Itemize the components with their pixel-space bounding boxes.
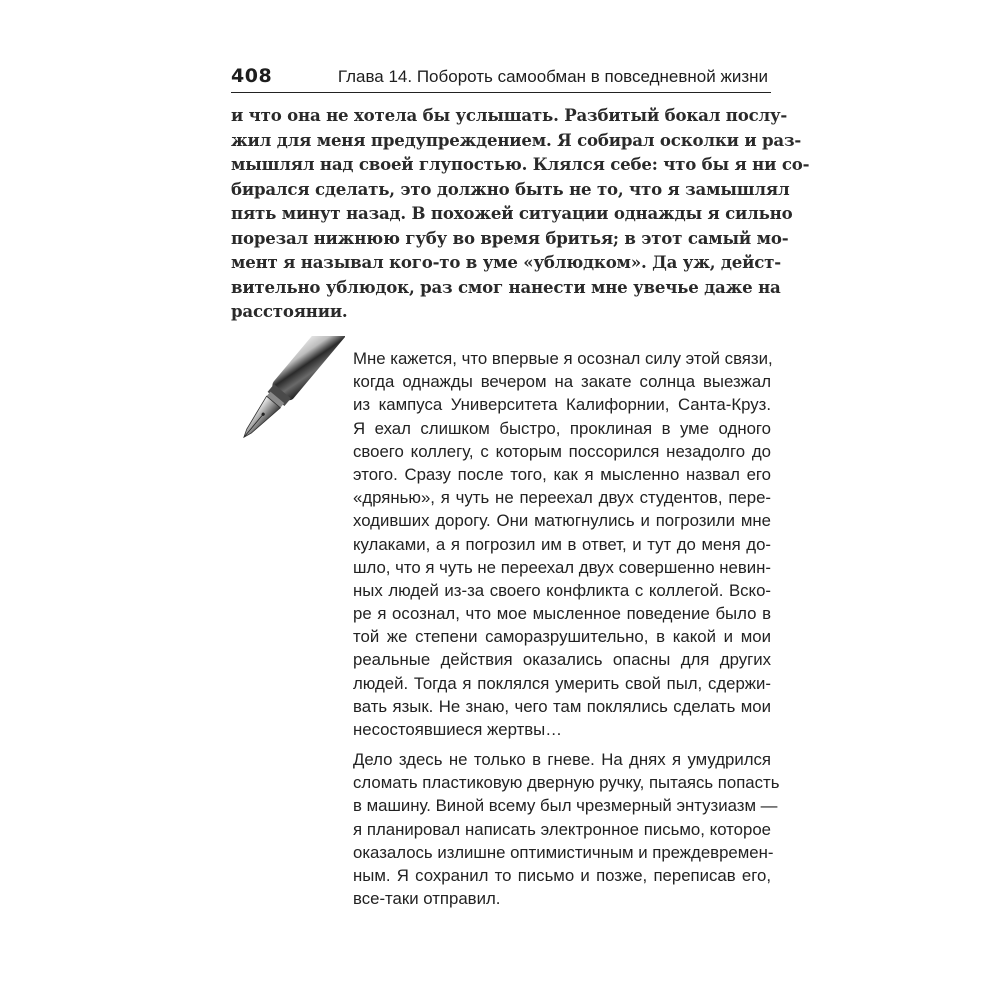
text-line: вительно ублюдок, раз смог нанести мне увечье даже на: [231, 276, 781, 297]
text-line: несостоявшиеся жертвы…: [353, 720, 563, 739]
text-line: ным. Я сохранил то письмо и позже, переписав его,: [353, 865, 771, 885]
text-line: из кампуса Университета Калифорнии, Санта-Круз.: [353, 395, 771, 415]
text-line: когда однажды вечером на закате солнца выезжал: [353, 372, 771, 392]
fountain-pen-icon: [225, 336, 345, 466]
text-line: «дрянью», я чуть не переехал двух студентов, пере-: [353, 488, 771, 508]
header-rule: [231, 92, 771, 93]
text-line: ных людей из-за своего конфликта с коллегой. Вско-: [353, 580, 771, 600]
text-line: все-таки отправил.: [353, 889, 501, 909]
text-line: я планировал написать электронное письмо, которое: [353, 819, 771, 839]
text-line: ре я осознал, что мое мысленное поведение было в: [353, 604, 771, 624]
text-line: пять минут назад. В похожей ситуации однажды я сильно: [231, 203, 793, 223]
aside-paragraph: [353, 347, 771, 741]
text-line: расстоянии.: [231, 301, 348, 321]
text-line: порезал нижнюю губу во время бритья; в этот самый мо-: [231, 227, 789, 248]
text-line: мышлял над своей глупостью. Клялся себе: что бы я ни со-: [231, 154, 810, 174]
text-line: людей. Тогда я поклялся умерить свой пыл, сдержи-: [353, 673, 771, 693]
text-line: вать язык. Не знаю, чего там поклялись сделать мои: [353, 696, 771, 716]
text-line: жил для меня предупреждением. Я собирал осколки и раз-: [231, 129, 802, 150]
text-line: кулаками, а я погрозил им в ответ, и тут до меня до-: [353, 534, 771, 554]
text-line: Дело здесь не только в гневе. На днях я умудрился: [353, 750, 771, 769]
main-paragraph: [231, 103, 810, 324]
page-number: 408: [231, 65, 273, 87]
text-line: и что она не хотела бы услышать. Разбитый бокал послу-: [231, 105, 788, 125]
text-line: Я ехал слишком быстро, проклиная в уме одного: [353, 418, 771, 438]
text-line: Мне кажется, что впервые я осознал силу этой связи,: [353, 349, 773, 368]
text-line: ходивших дорогу. Они матюгнулись и погрозили мне: [353, 511, 771, 531]
text-line: бирался сделать, это должно быть не то, что я замышлял: [231, 178, 790, 199]
text-line: сломать пластиковую дверную ручку, пытаясь попасть: [353, 773, 780, 793]
text-line: оказалось излишне оптимистичным и преждевремен-: [353, 842, 774, 862]
text-line: своего коллегу, с которым поссорился незадолго до: [353, 441, 771, 461]
text-line: мент я называл кого-то в уме «ублюдком». Да уж, дейст-: [231, 252, 781, 272]
text-line: этого. Сразу после того, как я мысленно назвал его: [353, 464, 771, 484]
text-line: шло, что я чуть не переехал двух совершенно невин-: [353, 557, 771, 577]
aside-paragraph: [353, 748, 780, 910]
running-head: Глава 14. Побороть самообман в повседневной жизни: [337, 67, 768, 86]
text-line: реальные действия оказались опасны для других: [353, 650, 771, 670]
text-line: той же степени саморазрушительно, в какой и мои: [353, 627, 771, 647]
text-line: в машину. Виной всему был чрезмерный энтузиазм —: [353, 796, 778, 816]
